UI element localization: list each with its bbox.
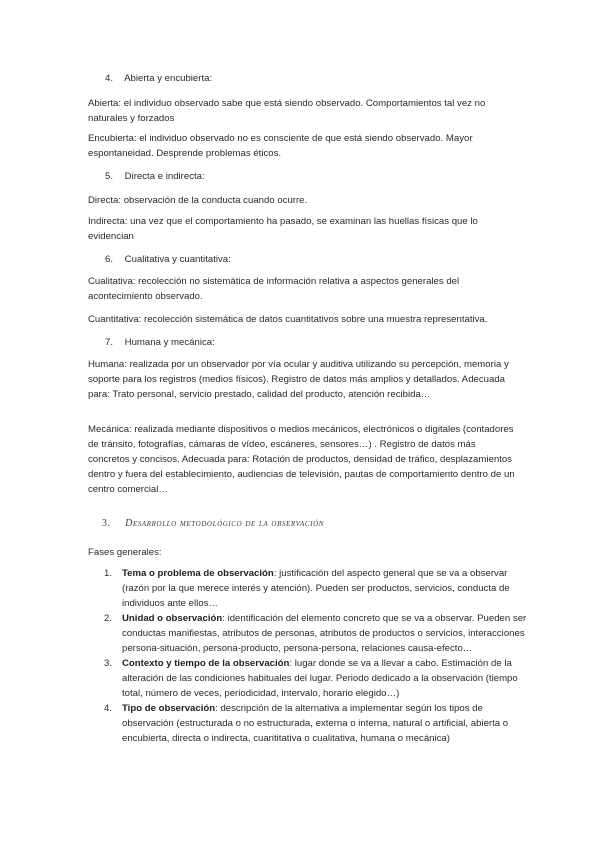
item-label: Directa e indirecta: xyxy=(124,171,205,182)
phase-number: 1. xyxy=(104,568,113,579)
section-heading xyxy=(102,518,324,529)
phase-item xyxy=(88,566,528,611)
list-item-7 xyxy=(105,335,215,350)
paragraph-fases: Fases generales: xyxy=(88,547,162,558)
paragraph-humana: Humana: realizada por un observador por vía ocular y auditiva utilizando su percepción, memoria y soporte para los registros (medios físicos). Registro de datos más amplios y detallados. Adecuada para: Trato personal, servicio prestado, calidad del producto, atención recibida… xyxy=(88,359,509,400)
item-number: 6. xyxy=(105,254,114,265)
phase-term: Contexto y tiempo de la observación xyxy=(122,658,290,669)
phase-number: 4. xyxy=(104,703,113,714)
paragraph-encubierta: Encubierta: el individuo observado no es consciente de que está siendo observado. Mayor espontaneidad. Desprende problemas éticos. xyxy=(88,133,473,159)
item-label: Cualitativa y cuantitativa: xyxy=(124,254,231,265)
section-number: 3. xyxy=(102,518,111,529)
phase-item xyxy=(88,611,528,656)
item-number: 5. xyxy=(105,171,114,182)
phase-term: Unidad o observación xyxy=(122,613,223,624)
phase-item xyxy=(88,701,528,746)
phase-text: : lugar donde se va a llevar a cabo. Estimación de la alteración de las condiciones habituales del lugar. Periodo dedicado a la observación (tiempo total, número de veces, periodicidad, intervalo, horario elegido…) xyxy=(122,658,518,699)
phase-term: Tema o problema de observación xyxy=(122,568,274,579)
phase-text: : descripción de la alternativa a implementar según los tipos de observación (estructurada o no estructurada, externa o interna, natural o artificial, abierta o encubierta, directa o indirecta, cuantitativa o cualitativa, humana o mecánica) xyxy=(122,703,509,744)
item-number: 4. xyxy=(105,73,114,84)
phase-term: Tipo de observación xyxy=(122,703,216,714)
paragraph-mecanica: Mecánica: realizada mediante dispositivos o medios mecánicos, electrónicos o digitales (contadores de tránsito, fotografías, cámaras de vídeo, escáneres, sensores…) . Registro de datos más concretos y concisos. Adecuada para: Rotación de productos, densidad de tráfico, desplazamientos dentro y fuera del establecimiento, audiencias de televisión, pautas de comportamiento dentro de un centro comercial… xyxy=(88,424,515,495)
list-item-4 xyxy=(105,71,212,86)
paragraph-abierta: Abierta: el individuo observado sabe que está siendo observado. Comportamientos tal vez no naturales y forzados xyxy=(88,98,486,124)
paragraph-cualitativa: Cualitativa: recolección no sistemática de información relativa a aspectos generales del acontecimiento observado. xyxy=(88,276,460,302)
item-number: 7. xyxy=(105,337,114,348)
paragraph-cuantitativa: Cuantitativa: recolección sistemática de datos cuantitativos sobre una muestra representativa. xyxy=(88,314,488,325)
phase-text: : identificación del elemento concreto que se va a observar. Pueden ser conductas manifiestas, atributos de personas, atributos de productos o servicios, interacciones persona-situación, persona-producto, persona-persona, relaciones causa-efecto… xyxy=(122,613,527,654)
phase-item xyxy=(88,656,528,701)
list-item-5 xyxy=(105,169,205,184)
phase-text: : justificación del aspecto general que se va a observar (razón por la que merece interés y atención). Pueden ser productos, servicios, conducta de individuos ante ellos… xyxy=(122,568,510,609)
paragraph-indirecta: Indirecta: una vez que el comportamiento ha pasado, se examinan las huellas físicas que lo evidencian xyxy=(88,216,478,242)
phase-number: 3. xyxy=(104,658,113,669)
item-label: Abierta y encubierta: xyxy=(124,73,213,84)
list-item-6 xyxy=(105,252,231,267)
phase-number: 2. xyxy=(104,613,113,624)
item-label: Humana y mecánica: xyxy=(124,337,215,348)
paragraph-directa: Directa: observación de la conducta cuando ocurre. xyxy=(88,195,308,206)
phases-list xyxy=(88,566,528,746)
section-title: Desarrollo metodológico de la observación xyxy=(125,518,325,529)
